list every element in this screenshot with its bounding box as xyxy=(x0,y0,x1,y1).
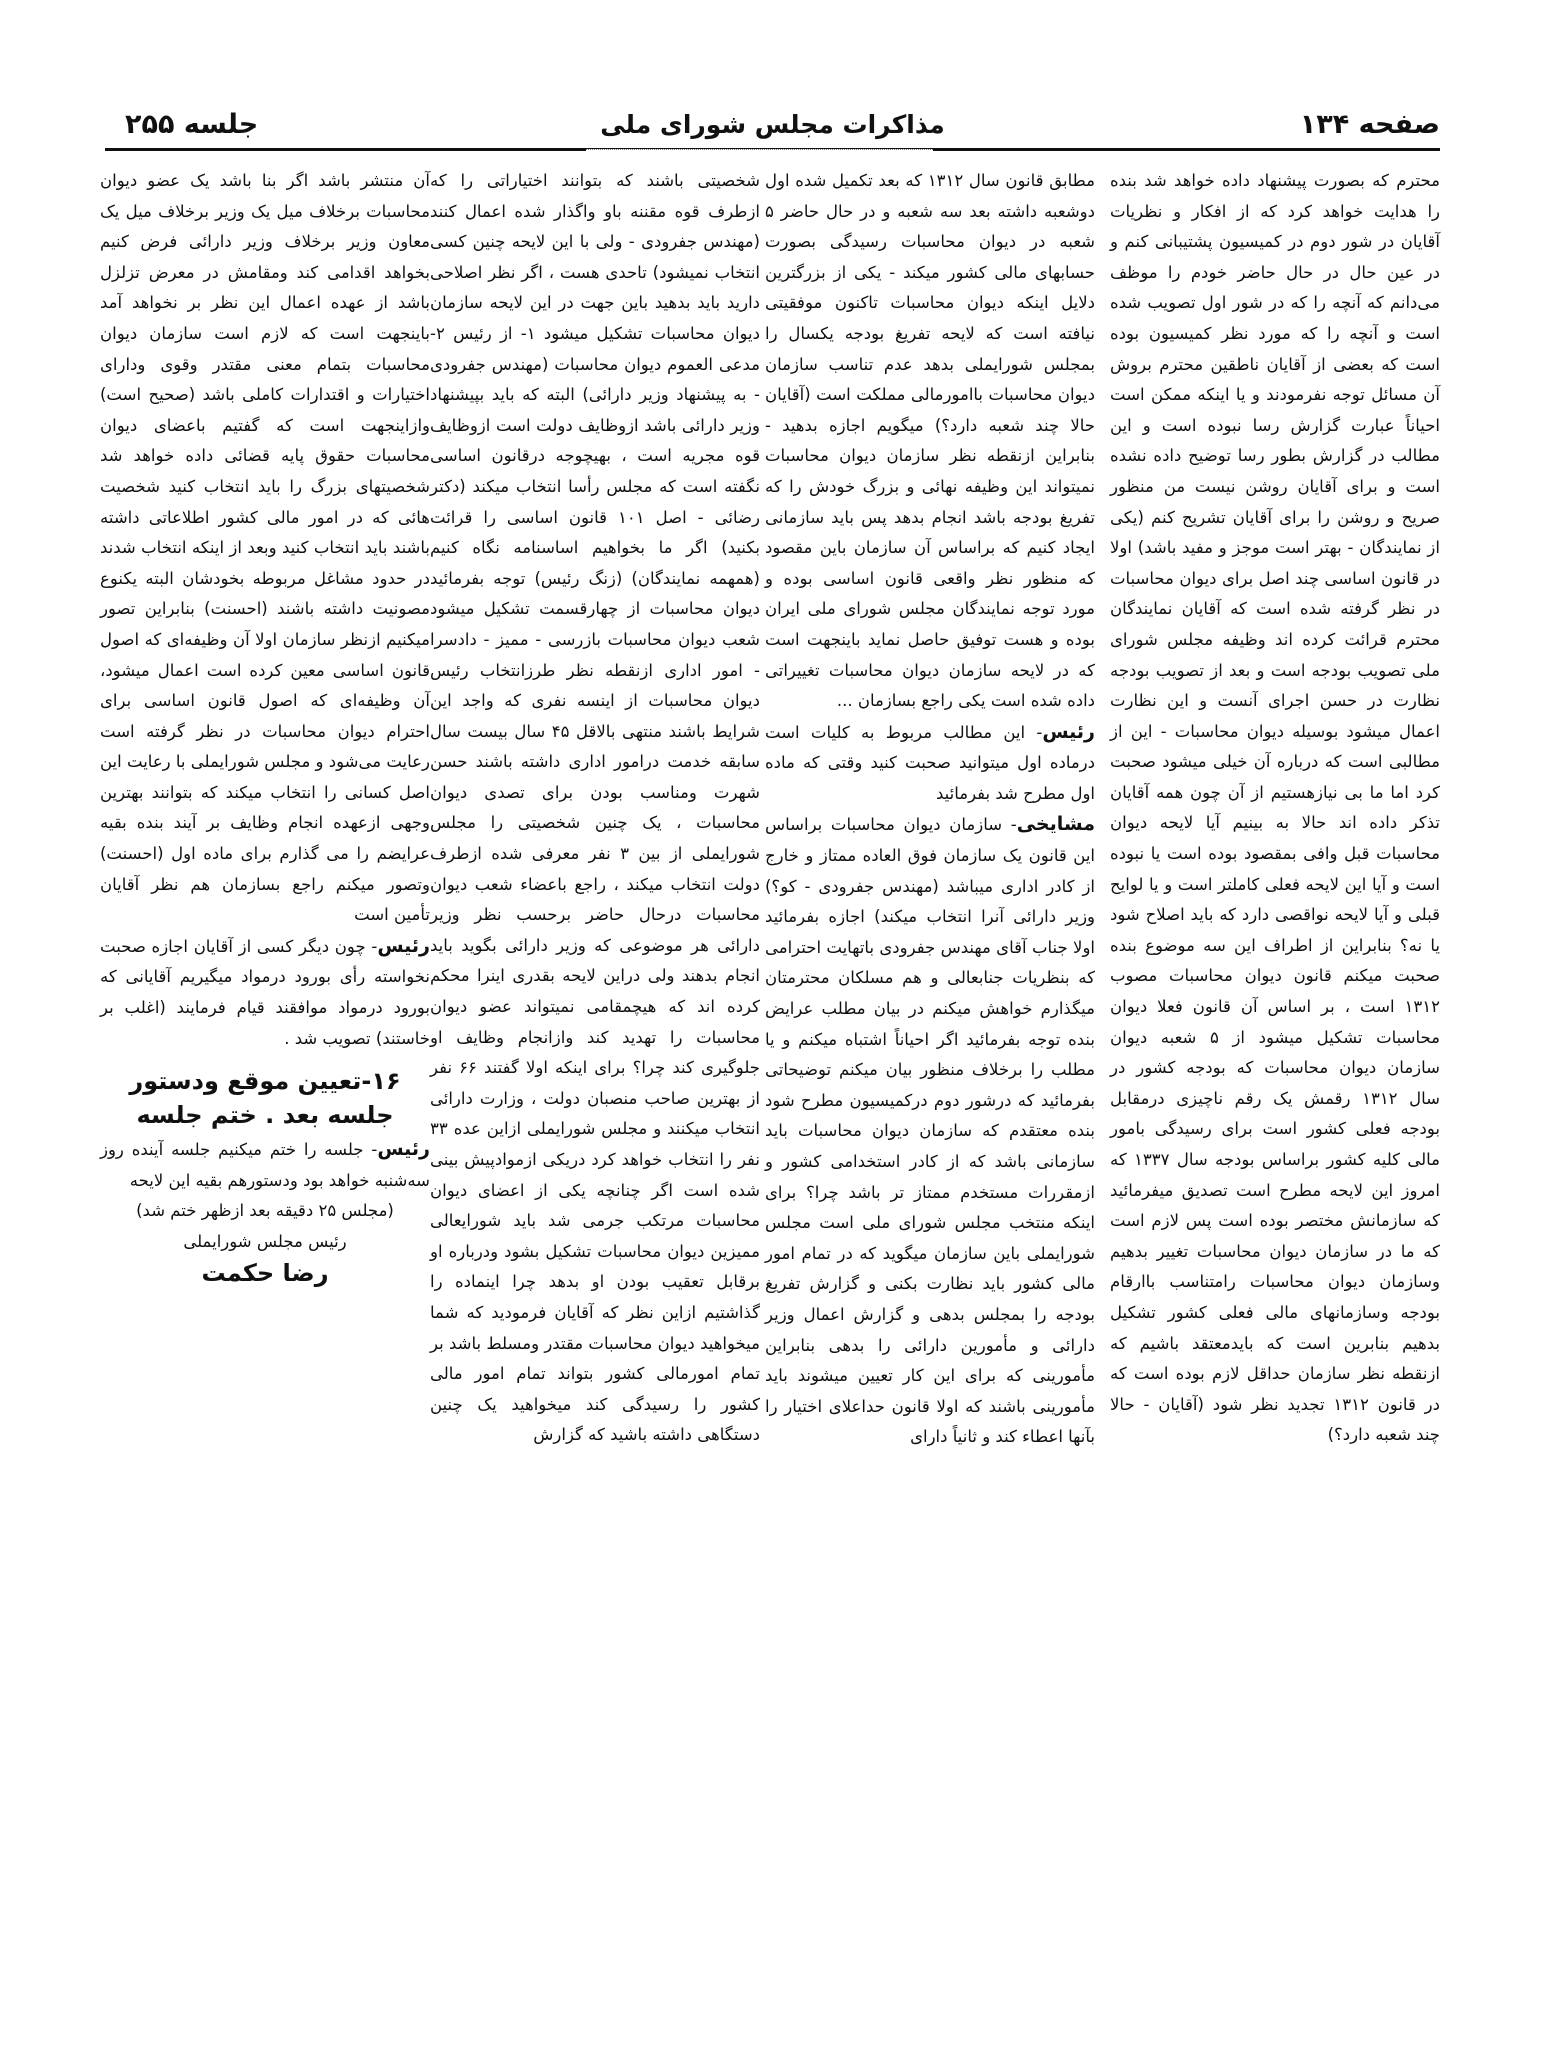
adjournment-note: (مجلس ۲۵ دقیقه بعد ازظهر ختم شد) xyxy=(136,1201,394,1221)
text-columns xyxy=(100,166,1440,1806)
paragraph: محترم که بصورت پیشنهاد داده خواهد شد بنده را هدایت خواهد کرد که از افکار و نظریات آقایان در شور دوم در کمیسیون پشتیبانی کنم و در عین حال در حال حاضر خودم را موظف می‌دانم که آنچه را که در شور اول تصویب شده است و آنچه را که مورد نظر کمیسیون بوده است که بعضی از آقایان ناطقین محترم بروش آن مسائل توجه نفرمودند و یا اینکه ممکن است احیاناً عبارت گزارش رسا نبوده است و این مطالب در گزارش بطور رسا توضیح داده نشده است و برای آقایان روشن نیست من منظور صریح و روشن را برای آقایان تشریح کنم (یکی از نمایندگان - بهتر است موجز و مفید باشد) اولا در قانون اساسی چند اصل برای دیوان محاسبات در نظر گرفته شده است که آقایان نمایندگان محترم قرائت کرده اند وظیفه مجلس شورای ملی تصویب بودجه است و بعد از تصویب بودجه نظارت در حسن اجرای آنست و این نظارت اعمال میشود بوسیله دیوان محاسبات - این از مطالبی است که درباره آن خیلی میشود صحبت کرد اما ما بی نیازهستیم از آن چون همه آقایان تذکر داده اند حالا به بینیم آیا لایحه دیوان محاسبات قبل وافی بمقصود بوده است یا نبوده است و آیا این لایحه فعلی کاملتر است و یا لوایح قبلی و آیا لایحه نواقصی دارد که باید اصلاح شود یا نه؟ بنابراین از اطراف این سه موضوع بنده صحبت میکنم قانون دیوان محاسبات مصوب ۱۳۱۲ است ، بر اساس آن قانون فعلا دیوان محاسبات تشکیل میشود از ۵ شعبه دیوان سازمان دیوان محاسبات که بودجه کشور در سال ۱۳۱۲ رقمش یک رقم ناچیزی درمقابل بودجه فعلی کشور است برای رسیدگی بامور مالی کلیه کشور براساس بودجه سال ۱۳۳۷ که امروز این لایحه مطرح است تصدیق میفرمائید که سازمانش مختصر بوده است پس لازم است که ما در سازمان دیوان محاسبات تغییر بدهیم وسازمان دیوان محاسبات رامتناسب باارقام بودجه وسازمانهای مالی فعلی کشور تشکیل بدهیم بنابرین است که بایدمعتقد باشیم که ازنقطه نظر سازمان حداقل لازم بوده است که در قانون ۱۳۱۲ تجدید نظر شود (آقایان - حالا چند شعبه دارد؟) xyxy=(1110,171,1440,1445)
column-1 xyxy=(1110,166,1440,1451)
session-number: جلسه ۲۵۵ xyxy=(125,109,259,140)
signature-title: رئیس مجلس شورایملی xyxy=(183,1232,347,1251)
speaker-name: رئیس xyxy=(377,934,430,957)
speaker-name: رئیس xyxy=(377,1138,430,1161)
section-heading: ۱۶-تعیین موقع ودستور جلسه بعد . ختم جلسه xyxy=(129,1067,401,1130)
speaker-name: رئیس xyxy=(1042,720,1095,743)
speech-text: - جلسه را ختم میکنیم جلسه آینده روز سه‌شنبه خواهد بود ودستورهم بقیه این لایحه xyxy=(100,1140,430,1190)
publication-title: مذاکرات مجلس شورای ملی xyxy=(600,110,945,139)
paragraph: مطابق قانون سال ۱۳۱۲ که بعد تکمیل شده اول دوشعبه داشته بعد سه شعبه و در حال حاضر ۵ شعبه در دیوان محاسبات رسیدگی بصورت حسابهای مالی کشور میکند - یکی از بزرگترین دلایل اینکه دیوان محاسبات تاکنون موفقیتی نیافته است که لایحه تفریغ بودجه یکسال را بمجلس شورایملی بدهد عدم تناسب سازمان دیوان محاسبات باامورمالی مملکت است (آقایان حالا چند شعبه دارد؟) میگویم اجازه بدهید - بنابراین ازنقطه نظر سازمان دیوان محاسبات نمیتواند این وظیفه نهائی و بزرگ خودش را که تفریغ بودجه باشد انجام بدهد پس باید سازمانی ایجاد کنیم که براساس آن سازمان باین مقصود که منظور نظر واقعی قانون اساسی بوده و مورد توجه نمایندگان مجلس شورای ملی ایران بوده و هست توفیق حاصل نماید باینجهت است که در لایحه سازمان دیوان محاسبات تغییراتی داده شده است یکی راجع بسازمان ... xyxy=(765,171,1096,711)
speech-text: - سازمان دیوان محاسبات براساس این قانون یک سازمان فوق العاده ممتاز و خارج از کادر اداری میباشد (مهندس جفرودی - کو؟) وزیر دارائی آنرا انتخاب میکند) اجازه بفرمائید اولا جناب آقای مهندس جفرودی باتهایت احترامی که بنظریات جنابعالی و هم مسلکان محترمتان میگذارم خواهش میکنم در بیان مطلب عرایض بنده توجه بفرمائید اگر احیاناً اشتباه میکنم و یا مطلب را برخلاف منظور بیان میکنم توضیحاتی بفرمائید که درشور دوم درکمیسیون مطرح شود بنده معتقدم که سازمان دیوان محاسبات باید سازمانی باشد که از کادر استخدامی کشور و ازمقررات مستخدم ممتاز تر باشد چرا؟ برای اینکه منتخب مجلس شورای ملی است مجلس شورایملی باین سازمان میگوید که در تمام امور مالی کشور باید نظارت بکنی و گزارش تفریغ بودجه را بمجلس بدهی و گزارش اعمال وزیر دارائی و مأمورین دارائی را بدهی بنابراین مأمورینی که برای این کار تعیین میشوند باید مأمورینی باشند که اولا قانون حداعلای اختیار را بآنها اعطاء کند و ثانیاً دارای xyxy=(765,815,1095,1447)
header-rule-break xyxy=(586,149,933,152)
speaker-block xyxy=(100,1134,430,1196)
paragraph: آن منتشر باشد اگر بنا باشد یک عضو دیوان محاسبات برخلاف میل یک وزیر برخلاف میل یک معاون وزیر برخلاف وزیر دارائی فرض کنیم بخواهد اقدامی کند ومقامش در معرض تزلزل باشد از عهده اعمال این نظر بر نخواهد آمد باینجهت است که لازم است سازمان دیوان محاسبات بتمام معنی مقتدر وقوی ودارای اختیارات و اقتدارات کاملی باشد (صحیح است) وازاینجهت است که گفتیم باعضای دیوان محاسبات حقوق پایه قضائی داده خواهد شد شخصیتهای بزرگ را باید انتخاب کنید شخصیت هائی که در امور مالی کشور اطلاعاتی داشته باشند باید انتخاب کنید وبعد از اینکه انتخاب شدند در حدود مشاغل مربوطه بخودشان البته یکنوع مصونیت داشته باشند (احسنت) بنابراین تصور میکنیم ازنظر سازمان اولا آن وظیفه‌ای که اصول قانون اساسی معین کرده است اعمال میشود، آن وظیفه‌ای که اصول قانون اساسی برای احترام دیوان محاسبات در نظر گرفته است رعایت می‌شود و مجلس شورایملی با رعایت این اصل کسانی را انتخاب میکند که بتوانند بهترین وجهی ازعهده انجام وظایف بر آیند بنده بقیه عرایضم را می گذارم برای ماده اول (احسنت) وتصور میکنم راجع بسازمان هم نظر آقایان تأمین است xyxy=(100,171,430,925)
speaker-block xyxy=(765,809,1095,1452)
page-header xyxy=(105,108,1440,148)
column-2 xyxy=(765,166,1095,1453)
speaker-block xyxy=(100,931,430,1054)
speech-text: - این مطالب مربوط به کلیات است درماده اول میتوانید صحبت کنید وقتی که ماده اول مطرح شد بفرمائید xyxy=(765,722,1095,803)
newspaper-page xyxy=(100,108,1440,1447)
page-number: صفحه ۱۳۴ xyxy=(1299,109,1440,140)
speaker-name: مشایخی xyxy=(1016,813,1095,836)
column-3 xyxy=(430,166,760,1451)
column-4 xyxy=(100,166,430,1288)
speaker-block xyxy=(765,717,1095,810)
paragraph: شخصیتی باشند که بتوانند اختیاراتی را که ازطرف قوه مقننه باو واگذار شده اعمال کنند (مهندس جفرودی - ولی با این لایحه چنین کسی انتخاب نمیشود) تاحدی هست ، اگر نظر اصلاحی دارید باید بدهید باین جهت در این لایحه سازمان دیوان محاسبات تشکیل میشود ۱- از رئیس ۲- مدعی العموم دیوان محاسبات (مهندس جفرودی - به پیشنهاد وزیر دارائی) البته که باید بپیشنهاد وزیر دارائی باشد ازوظایف دولت است ازوظایف قوه مجریه است ، بهیچوجه درقانون اساسی نگفته است که مجلس رأسا انتخاب میکند (دکتر رضائی - اصل ۱۰۱ قانون اساسی را قرائت بکنید) اگر ما بخواهیم اساسنامه نگاه کنیم (همهمه نمایندگان) (زنگ رئیس) توجه بفرمائید دیوان محاسبات از چهارقسمت تشکیل میشود شعب دیوان محاسبات بازرسی - ممیز - دادسرا - امور اداری ازنقطه نظر طرزانتخاب رئیس دیوان محاسبات از اینسه نفری که واجد این شرایط باشند منتهی بالاقل ۴۵ سال بیست سال سابقه خدمت درامور اداری داشته باشند حسن شهرت ومناسب بودن برای تصدی دیوان محاسبات ، یک چنین شخصیتی را مجلس شورایملی از بین ۳ نفر معرفی شده ازطرف دولت انتخاب میکند ، راجع باعضاء شعب دیوان محاسبات درحال حاضر برحسب نظر وزیر دارائی هر موضوعی که وزیر دارائی بگوید باید انجام بدهند ولی دراین لایحه بقدری اینرا محکم کرده اند که هیچمقامی نمیتواند عضو دیوان محاسبات را تهدید کند وازانجام وظایف او جلوگیری کند چرا؟ برای اینکه اولا گفتند ۶۶ نفر از بهترین صاحب منصبان دولت ، وزارت دارائی انتخاب میکنند و مجلس شورایملی ازاین عده ۳۳ نفر را انتخاب خواهد کرد دریکی ازموادپیش بینی شده است اگر چنانچه یکی از اعضای دیوان محاسبات مرتکب جرمی شد باید شورایعالی ممیزین دیوان محاسبات تشکیل بشود ودرباره او برقابل تعقیب بودن او بدهد چرا اینماده را گذاشتیم ازاین نظر که آقایان فرمودید که شما میخواهید دیوان محاسبات مقتدر ومسلط باشد بر تمام امورمالی کشور بتواند تمام امور مالی کشور را رسیدگی کند میخواهید یک چنین دستگاهی داشته باشید که گزارش xyxy=(430,171,761,1445)
speech-text: - چون دیگر کسی از آقایان اجازه صحبت نخواسته رأی بورود درمواد میگیریم آقایانی که بورود درمواد موافقند قیام فرمایند (اغلب بر خاستند) تصویب شد . xyxy=(100,936,430,1048)
signature-name: رضا حکمت xyxy=(201,1258,329,1287)
